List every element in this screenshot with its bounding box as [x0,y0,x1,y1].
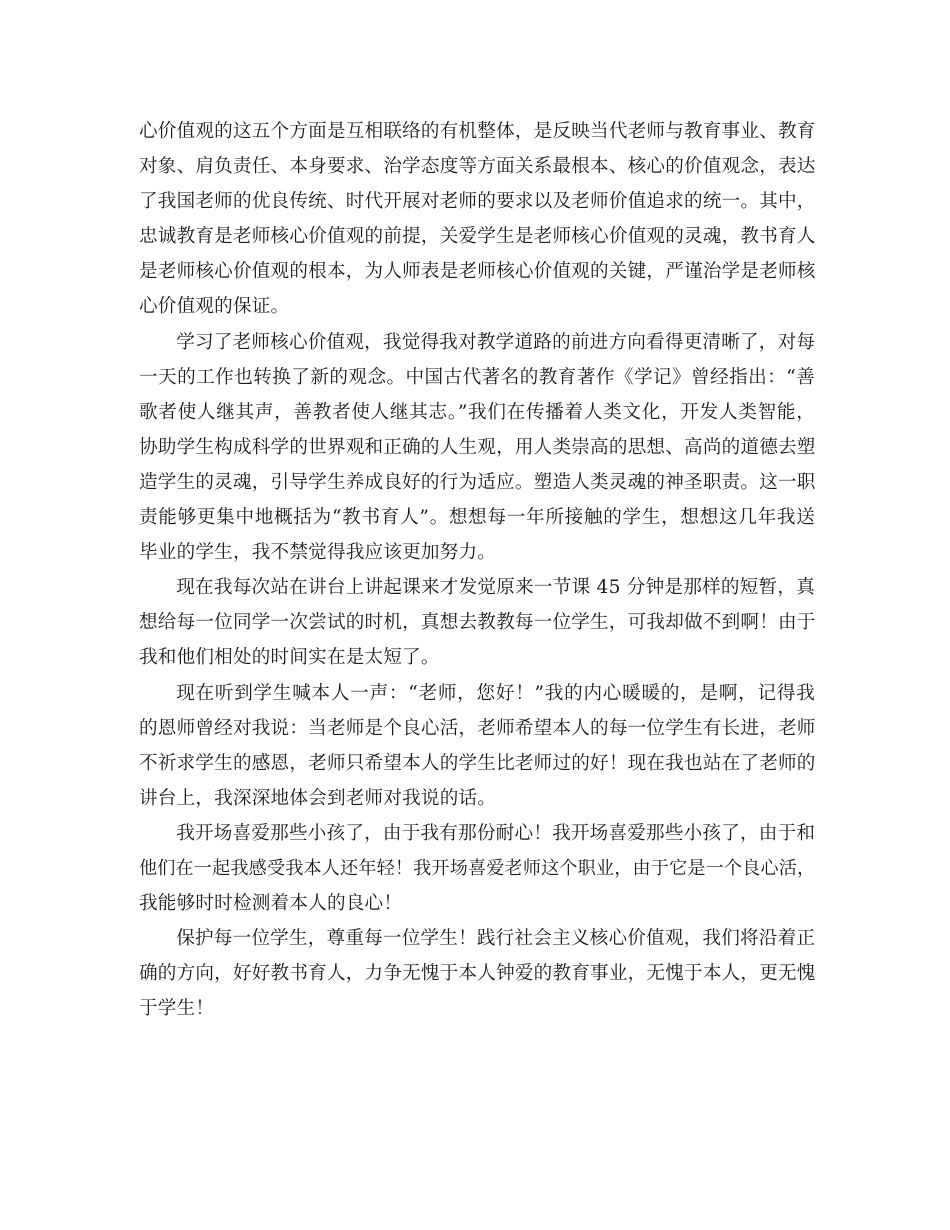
text-line: 责能够更集中地概括为“教书育人”。想想每一年所接触的学生，想想这几年我送 [139,507,815,529]
paragraph [139,325,815,571]
document-body [139,114,815,1026]
text-line: 学习了老师核心价值观，我觉得我对教学道路的前进方向看得更清晰了，对每 [176,331,816,353]
text-line: 歌者使人继其声，善教者使人继其志。”我们在传播着人类文化，开发人类智能， [139,401,815,423]
text-line: 心价值观的保证。 [139,296,290,318]
text-line: 讲台上，我深深地体会到老师对我说的话。 [139,787,497,809]
paragraph [139,676,815,816]
text-line: 保护每一位学生，尊重每一位学生！践行社会主义核心价值观，我们将沿着正 [176,928,816,950]
text-line: 毕业的学生，我不禁觉得我应该更加努力。 [139,542,497,564]
text-line: 忠诚教育是老师核心价值观的前提，关爱学生是老师核心价值观的灵魂，教书育人 [139,226,816,248]
paragraph [139,570,815,675]
text-line: 于学生！ [139,998,215,1020]
text-line: 协助学生构成科学的世界观和正确的人生观，用人类崇高的思想、高尚的道德去塑 [139,436,816,458]
text-line: 他们在一起我感受我本人还年轻！我开场喜爱老师这个职业，由于它是一个良心活， [139,857,816,879]
text-line: 一天的工作也转换了新的观念。中国古代著名的教育著作《学记》曾经指出：“善 [139,366,815,388]
text-line: 想给每一位同学一次尝试的时机，真想去教教每一位学生，可我却做不到啊！由于 [139,612,816,634]
text-line: 心价值观的这五个方面是互相联络的有机整体，是反映当代老师与教育事业、教育 [139,121,816,142]
text-line: 我开场喜爱那些小孩了，由于我有那份耐心！我开场喜爱那些小孩了，由于和 [176,822,816,844]
paragraph [139,114,815,325]
text-line: 对象、肩负责任、本身要求、治学态度等方面关系最根本、核心的价值观念，表达 [139,156,816,178]
text-line: 不祈求学生的感恩，老师只希望本人的学生比老师过的好！现在我也站在了老师的 [139,752,816,774]
text-line: 现在听到学生喊本人一声：“老师，您好！”我的内心暖暖的，是啊，记得我 [176,682,815,704]
text-line: 确的方向，好好教书育人，力争无愧于本人钟爱的教育事业，无愧于本人，更无愧 [139,963,816,985]
text-line: 的恩师曾经对我说：当老师是个良心活，老师希望本人的每一位学生有长进，老师 [139,717,816,739]
text-line: 了我国老师的优良传统、时代开展对老师的要求以及老师价值追求的统一。其中， [139,191,816,213]
text-line: 现在我每次站在讲台上讲起课来才发觉原来一节课 45 分钟是那样的短暂，真 [176,577,815,599]
text-line: 是老师核心价值观的根本，为人师表是老师核心价值观的关键，严谨治学是老师核 [139,261,816,283]
text-line: 造学生的灵魂，引导学生养成良好的行为适应。塑造人类灵魂的神圣职责。这一职 [139,471,816,493]
text-line: 我和他们相处的时间实在是太短了。 [139,647,440,669]
paragraph [139,921,815,1026]
paragraph [139,816,815,921]
text-line: 我能够时时检测着本人的良心！ [139,893,403,915]
